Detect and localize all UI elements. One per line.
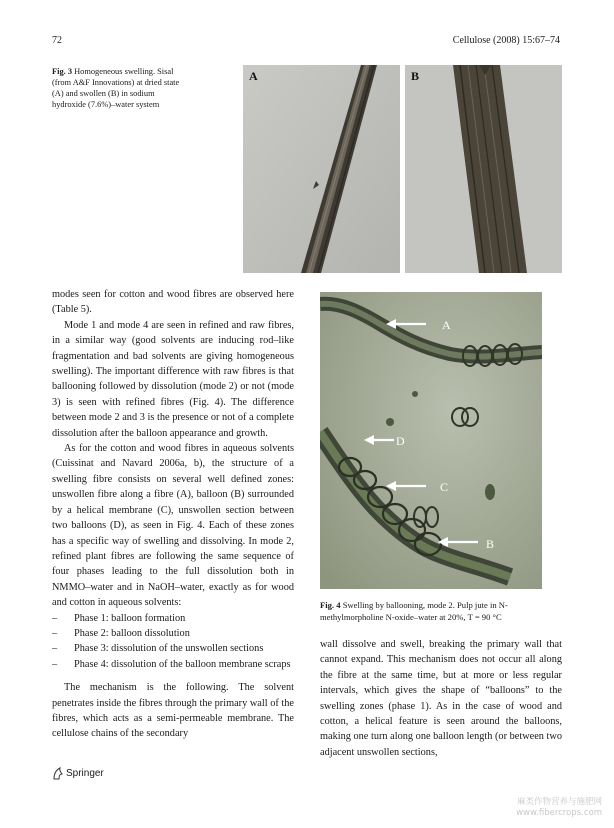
fig4-caption-text: Swelling by ballooning, mode 2. Pulp jute in N-methylmorpholine N-oxide–water at 20%, T = 90 °C (320, 600, 508, 622)
fig4-label-d: D (396, 434, 405, 448)
right-column (320, 637, 562, 760)
list-item: – Phase 3: dissolution of the unswollen sections (52, 643, 264, 655)
fig4-label-a: A (442, 318, 451, 332)
springer-footer (52, 767, 104, 780)
fig3-panel-b-image (405, 65, 562, 273)
fig3-caption (52, 66, 180, 110)
fig3-panel-b (405, 65, 562, 273)
list-item: – Phase 2: balloon dissolution (52, 627, 190, 639)
left-column (52, 287, 294, 742)
left-paragraph-3: As for the cotton and wood fibres in aqueous solvents (Cuissinat and Navard 2006a, b), the structure of a swelling fibre consists on several well defined zones: unswollen fibre along a fibre (A), balloon (B) surrounded by a helical membrane (C), unswollen section between two balloons (D), as seen in Fig. 4. Each of these zones has a specific way of swelling and dissolving. In mode 2, refined plant fibres are following the same sequence of four phases leading to the full dissolution both in NMMO–water and in NaOH–water, exactly as for wood and cotton in aqueous solvents: (52, 443, 294, 609)
fig3-panel-b-label: B (411, 69, 420, 83)
springer-logo-text: Springer (66, 768, 104, 779)
fig4-label-c: C (440, 480, 449, 494)
page-number: 72 (52, 35, 62, 46)
fig4-caption (320, 600, 560, 623)
fig3-panel-a (243, 65, 400, 273)
site-watermark: 麻类作物营养与施肥网 www.fibercrops.com (516, 797, 602, 818)
left-paragraph-1: modes seen for cotton and wood fibres are observed here (Table 5). (52, 289, 294, 316)
list-item: – Phase 4: dissolution of the balloon membrane scraps (52, 658, 291, 670)
list-item: – Phase 1: balloon formation (52, 612, 186, 624)
fig3-panel-a-label: A (249, 69, 258, 83)
journal-citation: Cellulose (2008) 15:67–74 (452, 35, 560, 46)
right-paragraph-1: wall dissolve and swell, breaking the primary wall that cannot expand. This mechanism does not occur all along the fibre at the same time, but at more or less regular intervals, which gives the shape of “balloons” to the swelling zones (phase 1). As in the case of wood and cotton, a helical feature is seen around the balloons, making one turn along one balloon length (or between two adjacent unswollen sections, (320, 639, 562, 758)
fig4-arrows (320, 292, 542, 589)
fig3-panel-a-image (243, 65, 400, 273)
phase-list (52, 611, 294, 673)
fig3-caption-label: Fig. 3 (52, 67, 73, 76)
left-paragraph-4: The mechanism is the following. The solvent penetrates inside the fibres through the primary wall of the fibres, which acts as a semi-permeable membrane. The cellulose chains of the secondary (52, 682, 294, 740)
left-paragraph-2: Mode 1 and mode 4 are seen in refined and raw fibres, in a similar way (good solvents are inducing rod–like fragmentation and bad solvents are giving homogeneous swelling). The important difference with raw fibres is that ballooning followed by dissolution (mode 2) or not (mode 3) is seen with refined fibres (Fig. 4). The difference between mode 2 and 3 is the presence or not of a complete dissolution after the balloon appearance and growth. (52, 319, 294, 439)
springer-horse-icon (52, 767, 63, 780)
fig4-image (320, 292, 542, 589)
fig4-caption-label: Fig. 4 (320, 600, 341, 610)
fig3-caption-text: Homogeneous swelling. Sisal (from A&F Innovations) at dried state (A) and swollen (B) in sodium hydroxide (7.6%)–water system (52, 67, 180, 109)
fig4-label-b: B (486, 537, 495, 551)
